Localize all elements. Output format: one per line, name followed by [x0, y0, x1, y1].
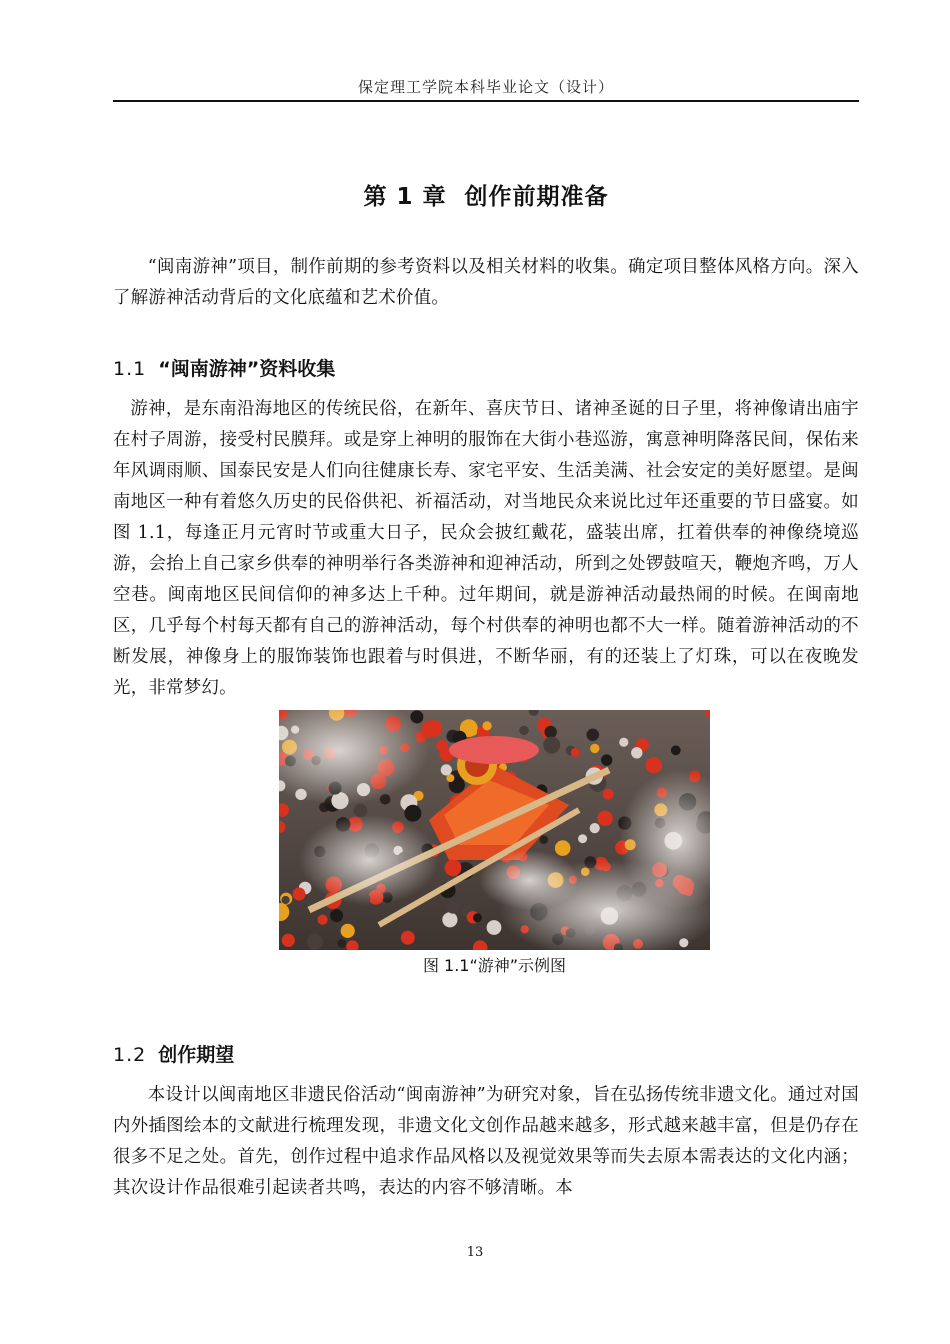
section-1-2-number: 1.2 — [113, 1044, 147, 1066]
section-1-1-body: 游神，是东南沿海地区的传统民俗，在新年、喜庆节日、诸神圣诞的日子里，将神像请出庙宇在村子周游，接受村民膜拜。或是穿上神明的服饰在大街小巷巡游，寓意神明降落民间，保佑来年风调雨顺、国泰民安是人们向往健康长寿、家宅平安、生活美满、社会安定的美好愿望。是闽南地区一种有着悠久历史的民俗供祀、祈福活动，对当地民众来说比过年还重要的节日盛宴。如图 1.1，每逢正月元宵时节或重大日子，民众会披红戴花，盛装出席，扛着供奉的神像绕境巡游，会抬上自己家乡供奉的神明举行各类游神和迎神活动，所到之处锣鼓喧天，鞭炮齐鸣，万人空巷。闽南地区民间信仰的神多达上千种。过年期间，就是游神活动最热闹的时候。在闽南地区，几乎每个村每天都有自己的游神活动，每个村供奉的神明也都不大一样。随着游神活动的不断发展，神像身上的服饰装饰也跟着与时俱进，不断华丽，有的还装上了灯珠，可以在夜晚发光，非常梦幻。 — [113, 399, 859, 698]
figure-caption: 图 1.1“游神”示例图 — [422, 956, 567, 975]
chapter-number: 第 1 章 — [363, 184, 447, 210]
section-1-1-title: “闽南游神”资料收集 — [158, 358, 336, 380]
page-number: 13 — [466, 1245, 484, 1260]
section-1-2-body: 本设计以闽南地区非遗民俗活动“闽南游神”为研究对象，旨在弘扬传统非遗文化。通过对国内外插图绘本的文献进行梳理发现，非遗文化文创作品越来越多，形式越来越丰富，但是仍存在很多不足之处。首先，创作过程中追求作品风格以及视觉效果等而失去原本需表达的文化内涵；其次设计作品很难引起读者共鸣，表达的内容不够清晰。本 — [113, 1085, 859, 1198]
header-rule — [113, 100, 859, 102]
section-1-1-heading — [113, 354, 335, 381]
chapter-title-text: 创作前期准备 — [464, 184, 609, 210]
section-1-2-heading — [113, 1040, 234, 1067]
intro-paragraph: “闽南游神”项目，制作前期的参考资料以及相关材料的收集。确定项目整体风格方向。深入了解游神活动背后的文化底蕴和艺术价值。 — [113, 257, 859, 308]
section-1-1-number: 1.1 — [113, 358, 147, 380]
running-header: 保定理工学院本科毕业论文（设计） — [357, 78, 614, 96]
festival-photo — [279, 710, 710, 950]
section-1-2-title: 创作期望 — [158, 1044, 235, 1066]
chapter-title — [113, 178, 859, 211]
